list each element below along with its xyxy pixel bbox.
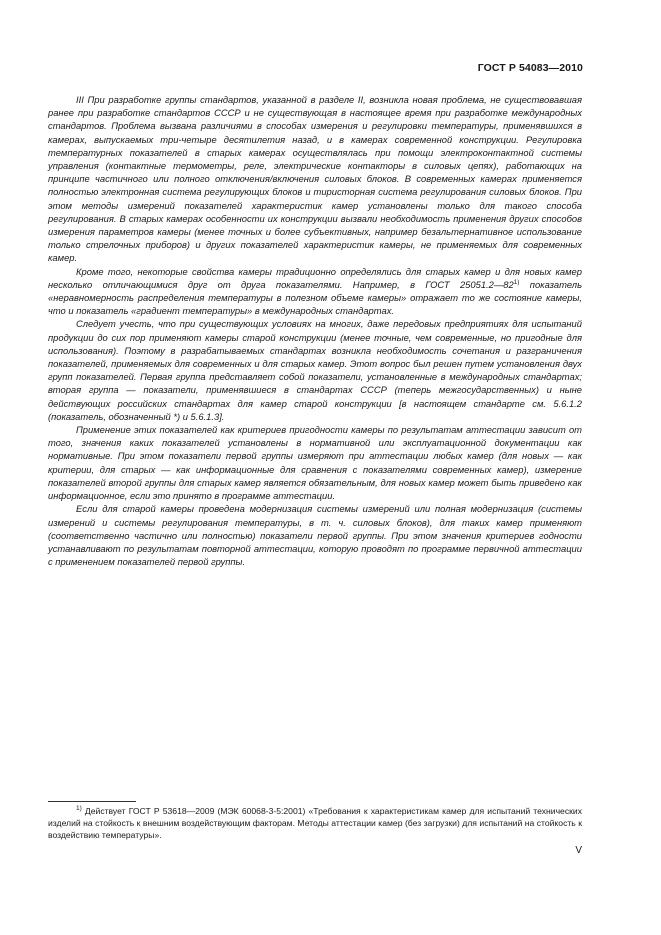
footnote-ref: 1)	[513, 278, 520, 286]
paragraph: Следует учесть, что при существующих условиях на многих, даже передовых предприятиях для испытаний продукции до сих пор применяют камеры старой конструкции (менее точные, чем современные, но пригодные для использования). Поэтому в разрабатываемых стандартах возникла необходимость сочетания и разграничения показателей, применяемых для современных и для старых камер. Этот вопрос был решен путем установления двух групп показателей. Первая группа представляет собой показатели, установленные в международных стандартах; вторая группа — показатели, применявшиеся в стандартах СССР (теперь межгосударственных) и ныне действующих российских стандартах для камер старой конструкции [в настоящем стандарте см. 5.6.1.2 (показатель, обозначенный *) и 5.6.1.3].	[48, 318, 582, 422]
paragraph: Применение этих показателей как критериев пригодности камеры по результатам аттестации зависит от того, значения каких показателей установлены в нормативной или эксплуатационной документации как нормативные. При этом показатели первой группы измеряют при аттестации любых камер (для новых — как критерии, для старых — как информационные для сравнения с показателями современных камер), измерение показателей второй группы для старых камер является обязательным, для новых камер может быть приведено как информационное, если это принято в программе аттестации.	[48, 424, 582, 502]
paragraph	[48, 265, 582, 318]
paragraph: III При разработке группы стандартов, указанной в разделе II, возникла новая проблема, не существовавшая ранее при разработке стандартов СССР и не существующая в настоящее время при разработке международных стандартов. Проблема вызвана различиями в способах измерения и регулировки температуры, применявшихся в камерах, выпускаемых три-четыре десятилетия назад, и в камерах современной конструкции. Регулировка температурных показателей в старых камерах осуществлялась при помощи электроконтактной системы управления (контактные термометры, реле, электрические контакторы в силовых цепях), работающих на принципе частичного или полного отключения/включения силовых блоков. В современных камерах применяется полностью электронная система регулирующих блоков и тиристорная система регулирования силовых блоков. При этом методы измерений показателей характеристик камер установлены только для такого способа регулирования. В старых камерах особенности их конструкции вызвали необходимость применения других способов измерения параметров камеры (менее точных и более субъективных, например безальтернативное использование только стрелочных приборов) и других показателей характеристик камеры, не применяемых для современных камер.	[48, 94, 582, 264]
footnote-text: Действует ГОСТ Р 53618—2009 (МЭК 60068-3-5:2001) «Требования к характеристикам камер для испытаний технических изделий на стойкость к внешним воздействующим факторам. Методы аттестации камер (без загрузки) для испытаний на стойкость к воздействию температуры».	[48, 806, 582, 841]
paragraph-text: Кроме того, некоторые свойства камеры традиционно определялись для старых камер и для новых камер несколько отличающимися друг от друга показателями. Например, в ГОСТ 25051.2—82	[48, 265, 582, 290]
footnote-mark: 1)	[76, 805, 82, 813]
footnote	[48, 805, 582, 842]
paragraph-text: показатель «неравномерность распределения температуры в полезном объеме камеры» отражает то же состояние камеры, что и показатель «градиент температуры» в международных стандартах.	[48, 278, 582, 317]
main-text	[48, 93, 582, 568]
page-number: V	[575, 845, 582, 856]
document-designation: ГОСТ Р 54083—2010	[477, 62, 583, 74]
paragraph: Если для старой камеры проведена модернизация системы измерений или полная модернизация (системы измерений и системы регулирования температуры, в т. ч. силовых блоков), для таких камер применяют (соответственно частично или полностью) показатели первой группы. При этом значения критериев годности устанавливают по результатам повторной аттестации, которую проводят по программе первичной аттестации с применением показателей первой группы.	[48, 503, 582, 568]
footnote-divider	[48, 801, 136, 802]
